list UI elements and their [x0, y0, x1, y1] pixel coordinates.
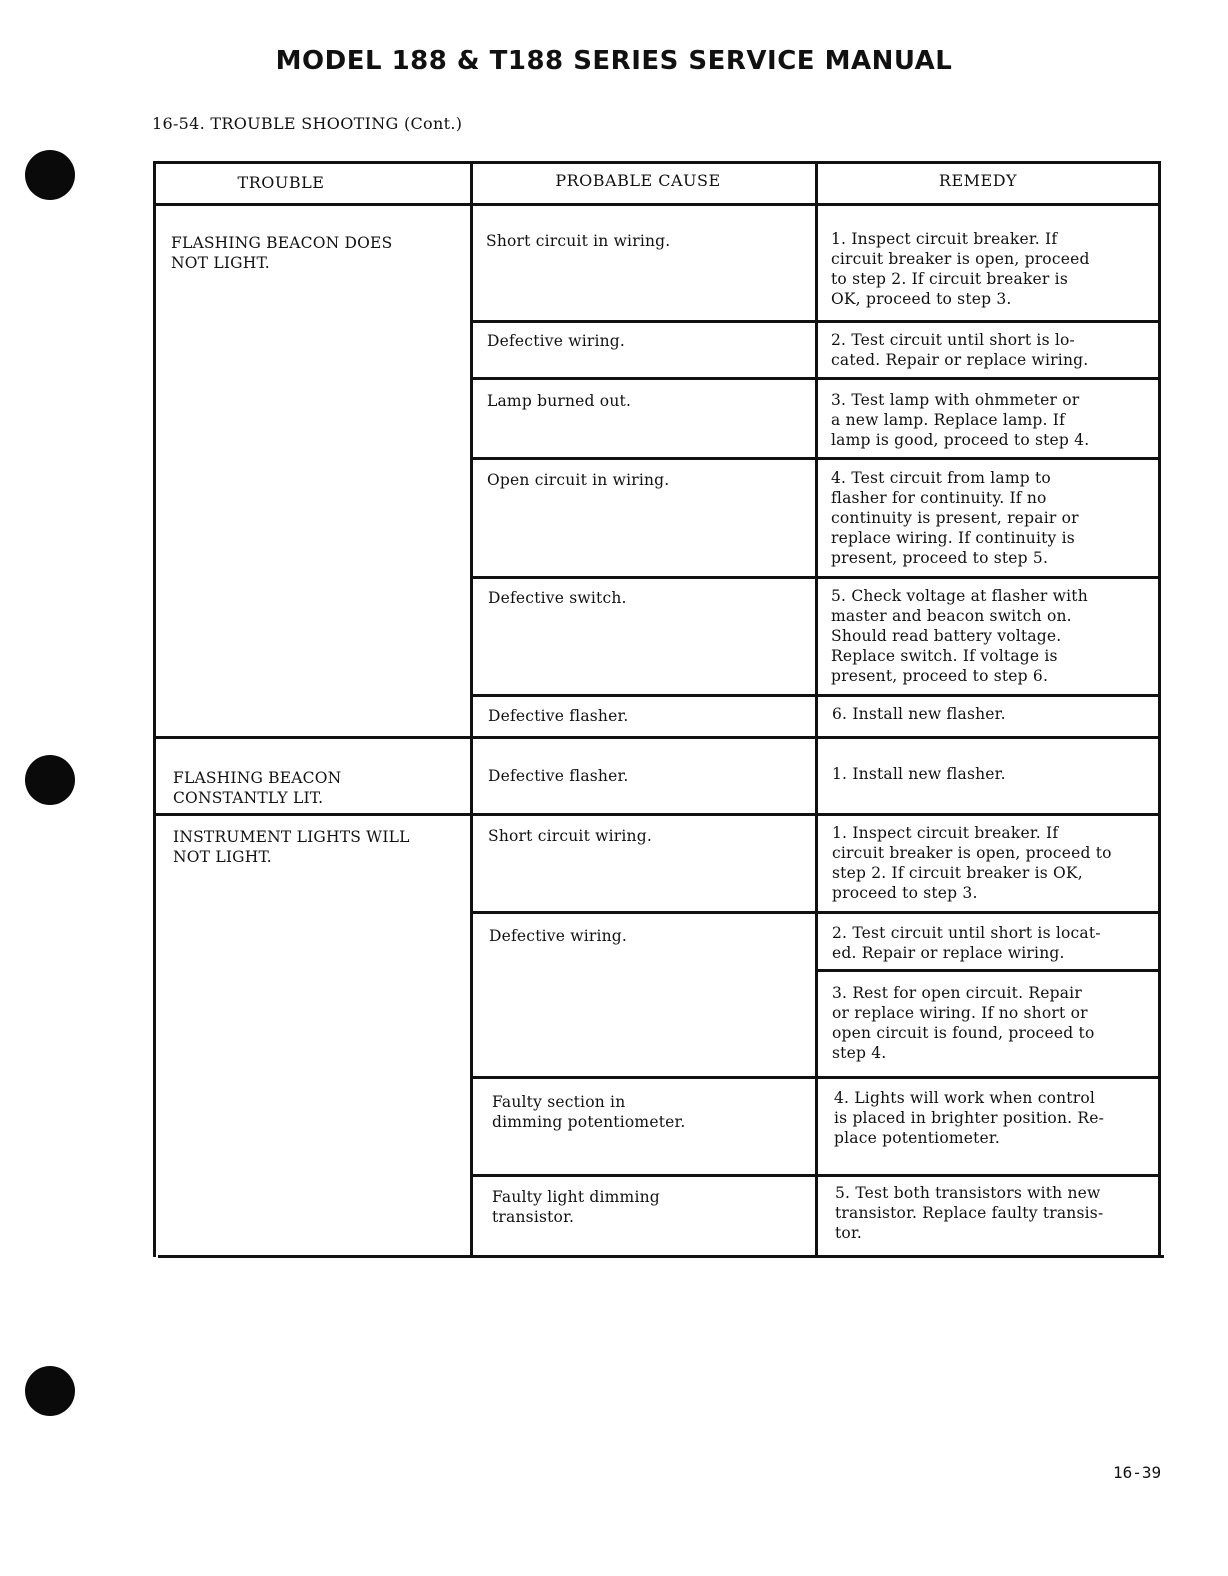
cause-cell: Defective wiring.: [487, 332, 626, 350]
header-trouble: TROUBLE: [237, 173, 325, 192]
cause-cell: Lamp burned out.: [487, 392, 632, 410]
column-divider-1: [470, 161, 473, 1257]
table-border-top: [153, 161, 1161, 164]
remedy-cell: 3. Rest for open circuit. Repair or replace wiring. If no short or open circuit is found, proceed to step 4.: [832, 984, 1095, 1062]
remedy-cell: 2. Test circuit until short is locat- ed. Repair or replace wiring.: [832, 924, 1101, 962]
header-remedy: REMEDY: [938, 171, 1018, 190]
cause-cell: Defective wiring.: [489, 927, 628, 945]
remedy-cell: 1. Install new flasher.: [832, 765, 1006, 783]
section-heading: 16-54. TROUBLE SHOOTING (Cont.): [152, 114, 463, 133]
cause-cell: Open circuit in wiring.: [487, 471, 670, 489]
cause-cell: Defective flasher.: [488, 707, 629, 725]
remedy-cell: 1. Inspect circuit breaker. If circuit breaker is open, proceed to step 2. If circuit breaker is OK, proceed to step 3.: [832, 824, 1112, 902]
row-divider: [472, 911, 1160, 914]
cause-cell: Defective flasher.: [488, 767, 629, 785]
trouble-cell: INSTRUMENT LIGHTS WILL NOT LIGHT.: [173, 828, 410, 866]
row-divider: [472, 457, 1160, 460]
header-probable-cause: PROBABLE CAUSE: [555, 171, 721, 190]
remedy-cell: 1. Inspect circuit breaker. If circuit breaker is open, proceed to step 2. If circuit breaker is OK, proceed to step 3.: [831, 230, 1090, 308]
row-divider: [472, 377, 1160, 380]
remedy-cell: 6. Install new flasher.: [832, 705, 1006, 723]
remedy-cell: 3. Test lamp with ohmmeter or a new lamp. Replace lamp. If lamp is good, proceed to step 4.: [831, 391, 1090, 449]
remedy-cell: 5. Test both transistors with new transistor. Replace faulty transis- tor.: [835, 1184, 1104, 1242]
table-border-left: [153, 161, 156, 1257]
remedy-cell: 4. Lights will work when control is placed in brighter position. Re- place potentiometer.: [834, 1089, 1105, 1147]
trouble-cell: FLASHING BEACON DOES NOT LIGHT.: [171, 234, 393, 272]
remedy-cell: 2. Test circuit until short is lo- cated. Repair or replace wiring.: [831, 331, 1089, 369]
group-divider: [155, 736, 1161, 739]
cause-cell: Short circuit in wiring.: [486, 232, 671, 250]
remedy-cell: 4. Test circuit from lamp to flasher for continuity. If no continuity is present, repair or replace wiring. If continuity is present, proceed to step 5.: [831, 469, 1079, 567]
cause-cell: Faulty section in dimming potentiometer.: [492, 1093, 686, 1131]
column-divider-2: [815, 161, 818, 1255]
cause-cell: Faulty light dimming transistor.: [492, 1188, 660, 1226]
row-divider: [817, 969, 1160, 972]
group-divider: [155, 813, 1161, 816]
cause-cell: Short circuit wiring.: [488, 827, 652, 845]
table-border-bottom: [158, 1255, 1164, 1258]
remedy-cell: 5. Check voltage at flasher with master and beacon switch on. Should read battery voltage. Replace switch. If voltage is present, proceed to step 6.: [831, 587, 1088, 685]
page-title: MODEL 188 & T188 SERIES SERVICE MANUAL: [275, 46, 953, 76]
cause-cell: Defective switch.: [488, 589, 627, 607]
page-number: 16-39: [1113, 1463, 1162, 1482]
row-divider: [472, 320, 1160, 323]
trouble-cell: FLASHING BEACON CONSTANTLY LIT.: [173, 769, 342, 807]
header-separator: [153, 203, 1161, 206]
row-divider: [472, 576, 1160, 579]
row-divider: [472, 694, 1160, 697]
row-divider: [472, 1076, 1160, 1079]
row-divider: [472, 1174, 1160, 1177]
